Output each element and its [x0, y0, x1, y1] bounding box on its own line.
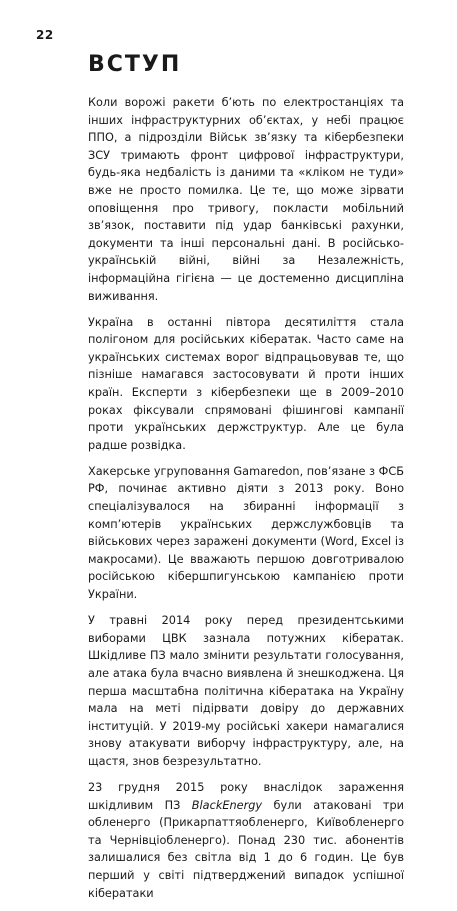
- page-number: 22: [36, 28, 54, 42]
- paragraph-blackenergy: [88, 779, 404, 902]
- chapter-title: ВСТУП: [88, 52, 182, 77]
- paragraph-election-attacks: У травні 2014 року перед президентськими виборами ЦВК зазнала потужних кібератак. Шкідливе ПЗ мало змінити результати голосування, але атака була вчасно виявлена й знешкоджена. Ця перша масштабна політична кібератака на Україну мала на меті підірвати довіру до державних інституцій. У 2019-му російські хакери намагалися знову атакувати виборчу інфраструктуру, але, на щастя, знов безрезультатно.: [88, 614, 404, 768]
- paragraph-ukraine-testing-ground: Україна в останні півтора десятиліття стала полігоном для російських кібератак. Часто саме на українських системах ворог відпрацьовував те, що пізніше намагався застосовувати й проти інших країн. Експерти з кібербезпеки ще в 2009–2010 роках фіксували спрямовані фішингові кампанії проти українських держструктур. Але це була радше розвідка.: [88, 315, 404, 452]
- paragraph-blackenergy-start: 23 грудня 2015 року внаслідок зараження шкідливим ПЗ: [88, 780, 404, 812]
- paragraph-blackenergy-end: були атаковані три обленерго (Прикарпаттяобленерго, Київобленерго та Чернівціобленерго). Понад 230 тис. абонентів залишалися без світла від 1 до 6 годин. Це був перший у світі підтверджений випадок успішної кібератаки: [88, 798, 404, 900]
- malware-name: BlackEnergy: [191, 798, 263, 812]
- paragraph-gamaredon: Хакерське угруповання Gamaredon, пов’язане з ФСБ РФ, починає активно діяти з 2013 року. Воно спеціалізувалося на збиранні інформації з комп’ютерів українських держслужбовців та військових через заражені документи (Word, Excel із макросами). Це вважають першою довготривалою російською кібершпигунською кампанією проти України.: [88, 464, 404, 602]
- paragraph-intro: Коли ворожі ракети б’ють по електростанціях та інших інфраструктурних об’єктах, у небі працює ППО, а підрозділи Військ зв’язку та кібербезпеки ЗСУ тримають фронт цифрової інфраструктури, будь-яка недбалість із даними та «кліком не туди» вже не просто помилка. Це те, що може зірвати оповіщення про тривогу, покласти мобільний зв’язок, поставити під удар банківські рахунки, документи та інші персональні дані. В російсько-українській війні, війні за Незалежність, інформаційна гігієна — це достеменно дисципліна виживання.: [88, 96, 404, 303]
- body-text: [88, 94, 404, 911]
